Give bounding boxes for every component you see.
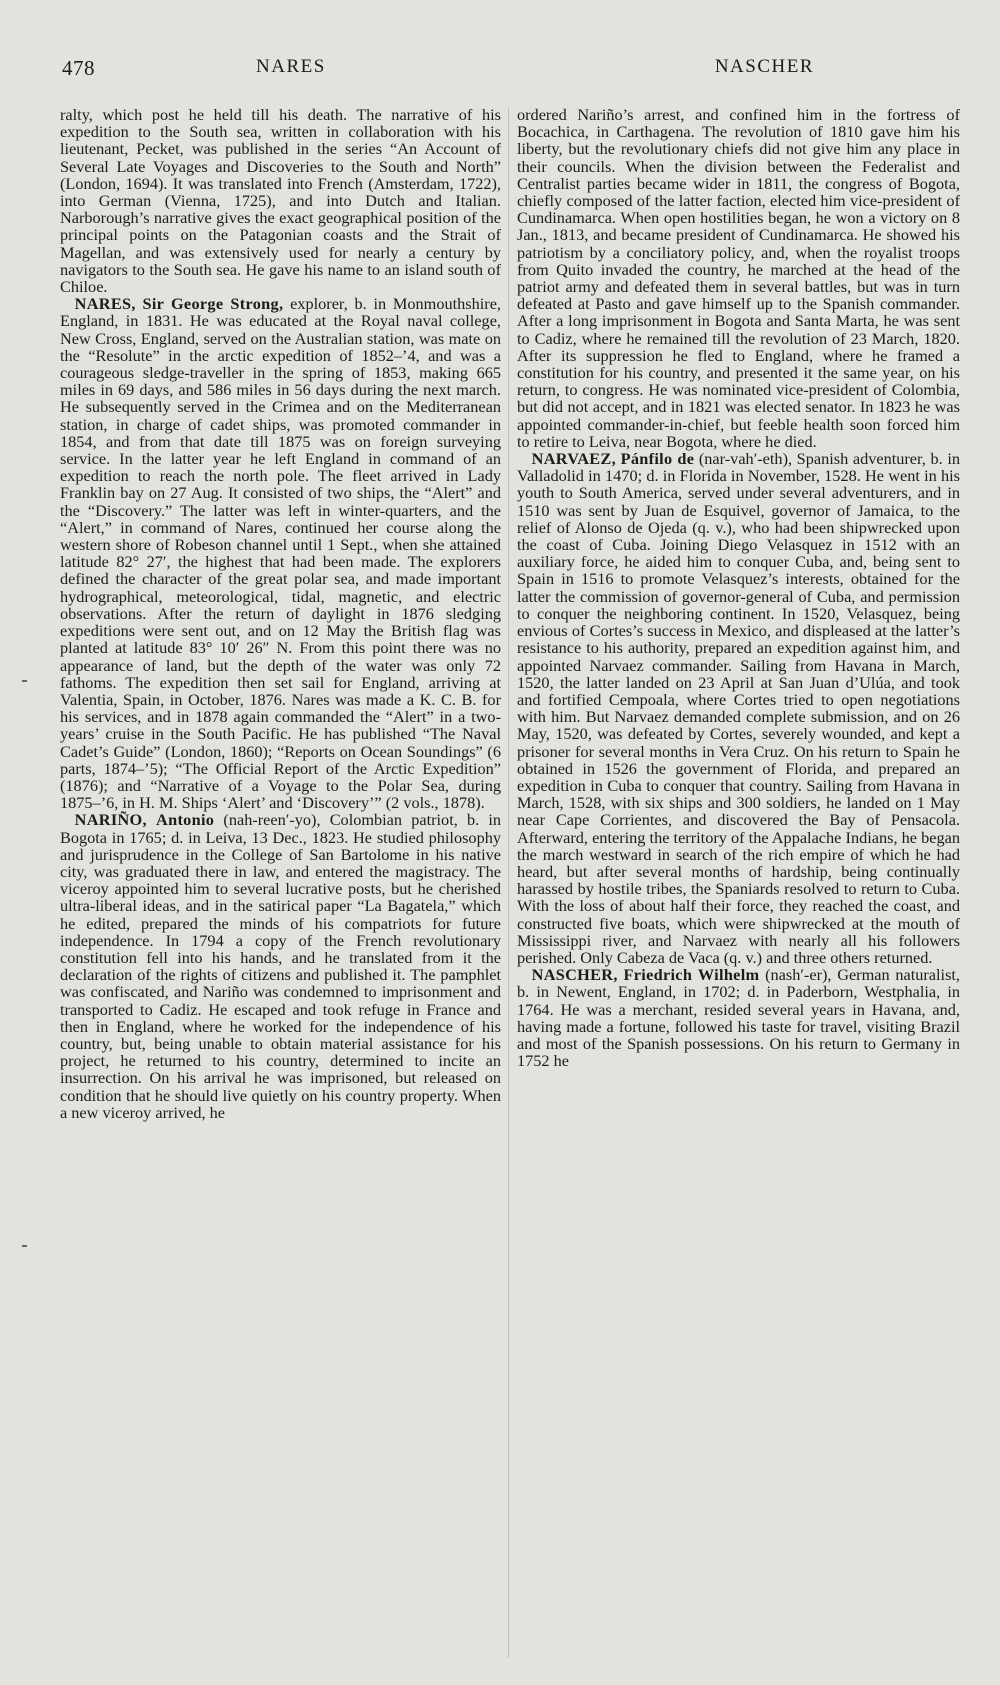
entry-continuation-narborough <box>60 106 501 295</box>
headword-name: Pánfilo de <box>620 449 695 469</box>
headword-nares: NARES, <box>74 294 136 314</box>
headword-narino: NARIÑO, <box>74 810 147 830</box>
entry-text: (nah-reen′-yo), Colombian patriot, b. in Bogota in 1765; d. in Leiva, 13 Dec., 1823. He studied philosophy and jurisprudence in the College of San Bartolome in his native city, was graduated there in law, and entered the magistracy. The viceroy appointed him to several lucrative posts, but he cherished ultra-liberal ideas, and in the satirical paper “La Bagatela,” which he edited, prepared the minds of his compatriots for future independence. In 1794 a copy of the French revolutionary constitution fell into his hands, and he translated from it the declaration of the rights of citizens and published it. The pamphlet was confiscated, and Nariño was condemned to imprisonment and transported to Cadiz. He escaped and took refuge in France and then in England, where he worked for the independence of his country, but, being unable to obtain material assistance for his project, he returned to his country, determined to incite an insurrection. On his arrival he was imprisoned, but released on condition that he should live quietly on his country property. When a new viceroy arrived, he <box>60 810 501 1122</box>
headword-nascher: NASCHER, <box>531 965 618 985</box>
entry-nascher <box>517 966 960 1069</box>
margin-mark <box>22 1245 27 1247</box>
running-head-left: NARES <box>256 56 326 77</box>
headword-name: Antonio <box>156 810 215 830</box>
entry-narino <box>60 811 501 1121</box>
entry-nares <box>60 295 501 811</box>
page-number: 478 <box>62 56 95 80</box>
running-head-right: NASCHER <box>714 56 814 77</box>
entry-narvaez <box>517 450 960 966</box>
left-column <box>60 106 501 1666</box>
paragraph-text: ralty, which post he held till his death. The narrative of his expedition to the South sea, written in collaboration with his lieutenant, Pecket, was published in the series “An Account of Several Late Voyages and Discoveries to the South and North” (London, 1694). It was translated into French (Amsterdam, 1722), into German (Vienna, 1725), and into Dutch and Italian. Narborough’s narrative gives the exact geographical position of the principal points on the Patagonian coasts and the Strait of Magellan, and was extensively used for nearly a century by navigators to the South sea. He gave his name to an island south of Chiloe. <box>60 106 501 297</box>
headword-name: Friedrich Wilhelm <box>623 965 760 985</box>
page-header <box>0 56 1000 86</box>
right-column <box>517 106 960 1666</box>
headword-name: Sir George Strong, <box>142 294 284 314</box>
entry-continuation-narino <box>517 106 960 450</box>
column-divider <box>508 108 509 1658</box>
headword-narvaez: NARVAEZ, <box>531 449 616 469</box>
entry-text: (nash′-er), German naturalist, b. in Newent, England, in 1702; d. in Paderborn, Westphalia, in 1764. He was a merchant, resided several years in Havana, and, having made a fortune, followed his taste for travel, visiting Brazil and most of the Spanish possessions. On his return to Germany in 1752 he <box>517 965 960 1071</box>
entry-text: explorer, b. in Monmouthshire, England, in 1831. He was educated at the Royal naval college, New Cross, England, served on the Australian station, was mate on the “Resolute” in the arctic expedition of 1852–’4, and was a courageous sledge-traveller in the spring of 1853, making 665 miles in 69 days, and 586 miles in 56 days during the next march. He subsequently served in the Crimea and on the Mediterranean station, in charge of cadet ships, was promoted commander in 1854, and from that date till 1875 was on foreign surveying service. In the latter year he left England in command of an expedition to reach the north pole. The fleet arrived in Lady Franklin bay on 27 Aug. It consisted of two ships, the “Alert” and the “Discovery.” The latter was left in winter-quarters, and the “Alert,” in command of Nares, continued her course along the western shore of Robeson channel until 1 Sept., when she attained latitude 82° 27′, the highest that had been made. The explorers defined the character of the great polar sea, and made important hydrographical, meteorological, tidal, magnetic, and electric observations. After the return of daylight in 1876 sledging expeditions were sent out, and on 12 May the British flag was planted at latitude 83° 10′ 26″ N. From this point there was no appearance of land, but the depth of the water was only 72 fathoms. The expedition then set sail for England, arriving at Valentia, Spain, in October, 1876. Nares was made a K. C. B. for his services, and in 1878 again commanded the “Alert” in a two-years’ cruise in the South Pacific. He has published “The Naval Cadet’s Guide” (London, 1860); “Reports on Ocean Soundings” (6 parts, 1874–’5); “The Official Report of the Arctic Expedition” (1876); and “Narrative of a Voyage to the Polar Sea, during 1875–’6, in H. M. Ships ‘Alert’ and ‘Discovery’” (2 vols., 1878). <box>60 294 501 813</box>
margin-mark <box>22 680 27 682</box>
paragraph-text: ordered Nariño’s arrest, and confined him in the fortress of Bocachica, in Carthagena. The revolution of 1810 gave him his liberty, but the revolutionary chiefs did not give him any place in their councils. When the division between the Federalist and Centralist parties became wider in 1811, the congress of Bogota, chiefly composed of the latter faction, elected him vice-president of Cundinamarca. When open hostilities began, he won a victory on 8 Jan., 1813, and became president of Cundinamarca. He showed his patriotism by a conciliatory policy, and, when the royalist troops from Quito invaded the country, he marched at the head of the patriot army and defeated them in several battles, but was in turn defeated at Pasto and gave himself up to the Spanish commander. After a long imprisonment in Bogota and Santa Marta, he was sent to Cadiz, where he remained till the revolution of 23 March, 1820. After its suppression he fled to England, where he framed a constitution for his country, and presented it the same year, on his return, to congress. He was nominated vice-president of Colombia, but did not accept, and in 1821 was elected senator. In 1823 he was appointed commander-in-chief, but feeble health soon forced him to retire to Leiva, near Bogota, where he died. <box>517 106 960 451</box>
entry-text: (nar-vah′-eth), Spanish adventurer, b. in Valladolid in 1470; d. in Florida in November, 1528. He went in his youth to South America, served under several adventurers, and in 1510 was sent by Juan de Esquivel, governor of Jamaica, to the relief of Alonso de Ojeda (q. v.), who had been shipwrecked upon the coast of Cuba. Joining Diego Velasquez in 1512 with an auxiliary force, he aided him to conquer Cuba, and, being sent to Spain in 1516 to promote Velasquez’s interests, obtained for the latter the commission of governor-general of Cuba, and permission to conquer the neighboring continent. In 1520, Velasquez, being envious of Cortes’s success in Mexico, and displeased at the latter’s resistance to his authority, prepared an expedition against him, and appointed Narvaez commander. Sailing from Havana in March, 1520, the latter landed on 23 April at San Juan d’Ulúa, and took and fortified Cempoala, where Cortes tried to open negotiations with him. But Narvaez demanded complete submission, and on 26 May, 1520, was defeated by Cortes, severely wounded, and kept a prisoner for several months in Vera Cruz. On his return to Spain he obtained in 1526 the government of Florida, and prepared an expedition in Cuba to conquer that country. Sailing from Havana in March, 1528, with six ships and 300 soldiers, he landed on 1 May near Cape Corrientes, and discovered the Bay of Pensacola. Afterward, entering the territory of the Appalache Indians, he began the march westward in search of the rich empire of which he had heard, but after several months of hardship, being continually harassed by hostile tribes, the Spaniards resolved to return to Cuba. With the loss of about half their force, they reached the coast, and constructed five boats, which were shipwrecked at the mouth of Mississippi river, and Narvaez with nearly all his followers perished. Only Cabeza de Vaca (q. v.) and three others returned. <box>517 449 960 967</box>
